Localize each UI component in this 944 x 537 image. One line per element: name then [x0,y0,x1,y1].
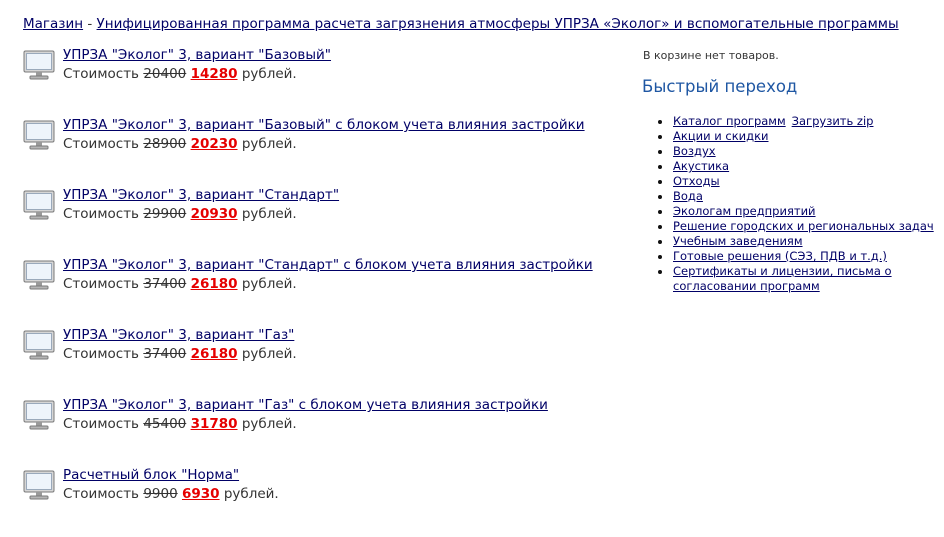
computer-monitor-icon [23,399,55,431]
computer-monitor-icon [23,469,55,501]
product-title-link[interactable]: УПРЗА "Эколог" 3, вариант "Стандарт" [63,187,340,203]
quick-nav-item [655,219,935,234]
price-label: Стоимость [63,136,140,152]
product-item [23,187,623,257]
old-price: 20400 [143,66,187,82]
price-label: Стоимость [63,206,140,222]
old-price: 45400 [143,416,187,432]
quick-nav-link-catalog[interactable]: Каталог программ [673,114,786,128]
product-item [23,397,623,467]
product-title-link[interactable]: УПРЗА "Эколог" 3, вариант "Базовый" [63,47,332,63]
computer-monitor-icon [23,189,55,221]
quick-nav-item [655,159,935,174]
product-price [63,346,297,362]
quick-nav-link-air[interactable]: Воздух [673,144,716,158]
quick-nav-item [655,234,935,249]
breadcrumb-current-link[interactable]: Унифицированная программа расчета загрязнения атмосферы УПРЗА «Эколог» и вспомогательные программы [96,16,899,32]
computer-monitor-icon [23,329,55,361]
computer-monitor-icon [23,49,55,81]
product-price [63,486,279,502]
product-item [23,47,623,117]
quick-nav-link-waste[interactable]: Отходы [673,174,720,188]
breadcrumb [23,16,899,32]
quick-nav-item [655,144,935,159]
quick-nav-item [655,174,935,189]
product-price [63,66,297,82]
quick-nav-link-water[interactable]: Вода [673,189,703,203]
product-title-link[interactable]: Расчетный блок "Норма" [63,467,240,483]
price-label: Стоимость [63,66,140,82]
discount-price[interactable]: 26180 [190,346,238,362]
quick-nav-link-download-zip[interactable]: Загрузить zip [791,114,874,128]
discount-price[interactable]: 6930 [181,486,220,502]
price-label: Стоимость [63,346,140,362]
currency-label: рублей. [241,206,297,222]
quick-nav-link-certificates[interactable]: Сертификаты и лицензии, письма о согласовании программ [673,264,892,293]
breadcrumb-shop-link[interactable]: Магазин [23,16,84,32]
quick-nav-link-enterprise-ecologists[interactable]: Экологам предприятий [673,204,816,218]
discount-price[interactable]: 20230 [190,136,238,152]
discount-price[interactable]: 31780 [190,416,238,432]
currency-label: рублей. [241,346,297,362]
discount-price[interactable]: 14280 [190,66,238,82]
product-price [63,276,297,292]
old-price: 29900 [143,206,187,222]
old-price: 37400 [143,276,187,292]
product-title-link[interactable]: УПРЗА "Эколог" 3, вариант "Стандарт" с блоком учета влияния застройки [63,257,593,273]
quick-nav-item [655,204,935,219]
quick-nav-link-acoustics[interactable]: Акустика [673,159,730,173]
discount-price[interactable]: 20930 [190,206,238,222]
breadcrumb-separator: - [83,16,97,32]
currency-label: рублей. [241,66,297,82]
quick-nav-item [655,264,935,294]
price-label: Стоимость [63,486,140,502]
product-title-link[interactable]: УПРЗА "Эколог" 3, вариант "Газ" [63,327,295,343]
product-title-link[interactable]: УПРЗА "Эколог" 3, вариант "Базовый" с блоком учета влияния застройки [63,117,585,133]
old-price: 28900 [143,136,187,152]
price-label: Стоимость [63,416,140,432]
product-list [23,47,623,537]
product-item [23,117,623,187]
quick-nav-link-promotions[interactable]: Акции и скидки [673,129,769,143]
currency-label: рублей. [241,276,297,292]
quick-nav-item [655,129,935,144]
product-price [63,136,297,152]
quick-nav-title: Быстрый переход [642,77,798,96]
product-item [23,467,623,537]
price-label: Стоимость [63,276,140,292]
quick-nav-list [655,114,935,294]
product-price [63,206,297,222]
computer-monitor-icon [23,119,55,151]
quick-nav-link-education[interactable]: Учебным заведениям [673,234,803,248]
quick-nav-link-urban-regional[interactable]: Решение городских и региональных задач [673,219,934,233]
product-price [63,416,297,432]
product-item [23,257,623,327]
product-item [23,327,623,397]
quick-nav-item [655,114,935,129]
old-price: 9900 [143,486,178,502]
currency-label: рублей. [241,136,297,152]
computer-monitor-icon [23,259,55,291]
quick-nav-link-ready-solutions[interactable]: Готовые решения (СЭЗ, ПДВ и т.д.) [673,249,887,263]
product-title-link[interactable]: УПРЗА "Эколог" 3, вариант "Газ" с блоком учета влияния застройки [63,397,548,413]
currency-label: рублей. [223,486,279,502]
quick-nav-item [655,189,935,204]
old-price: 37400 [143,346,187,362]
quick-nav-item [655,249,935,264]
currency-label: рублей. [241,416,297,432]
discount-price[interactable]: 26180 [190,276,238,292]
cart-status: В корзине нет товаров. [643,49,779,62]
